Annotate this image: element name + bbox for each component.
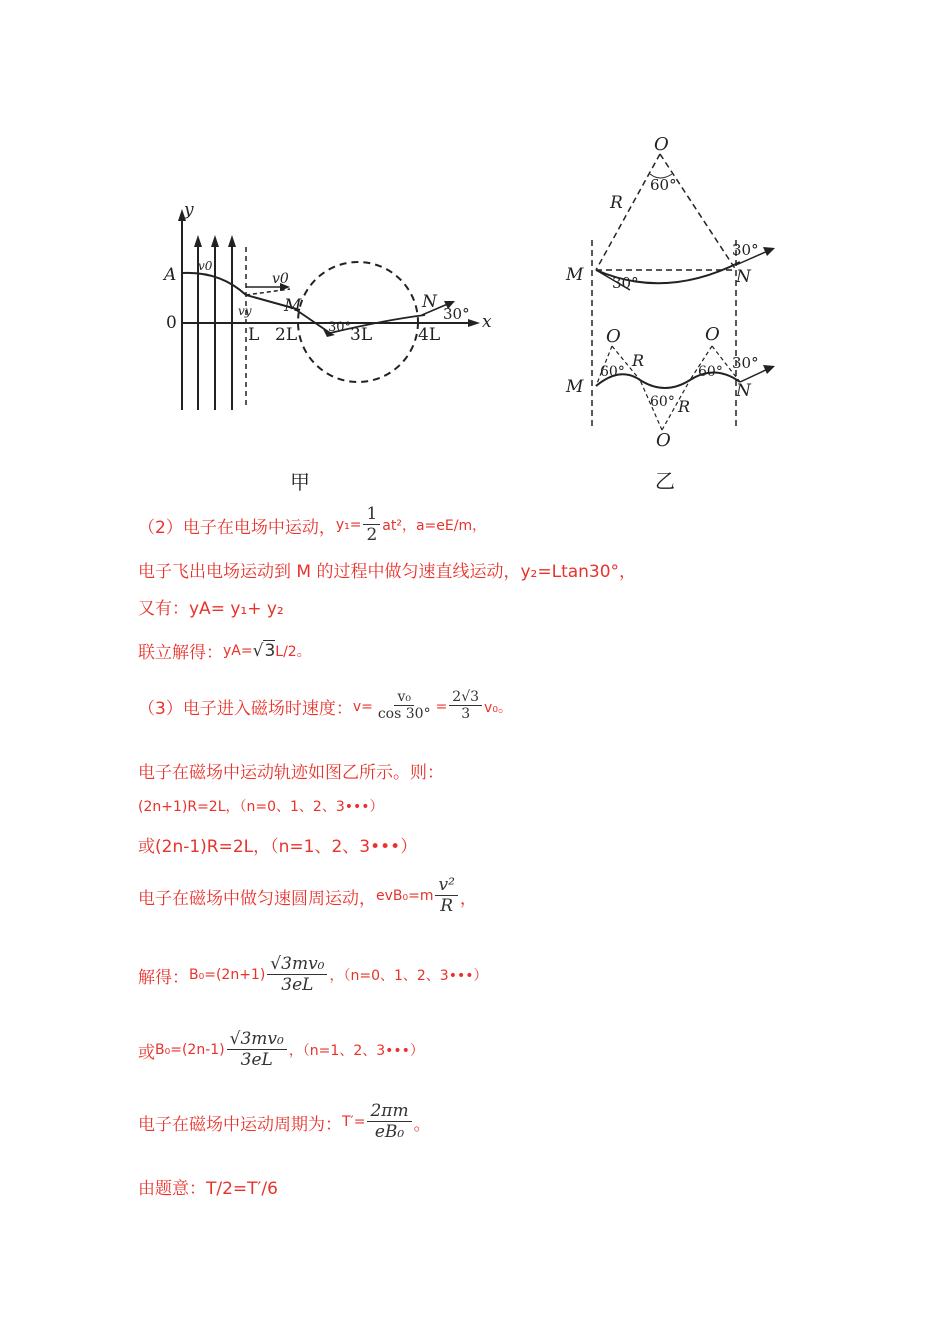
M-label-top: M [566,265,584,285]
line9-eq: evB₀=m [376,888,434,905]
vy-label: vy [238,304,252,318]
L-label: L [248,325,260,345]
line8-text: 或(2n-1)R=2L，（n=1、2、3•••） [138,837,418,857]
vx-label: v0 [198,259,213,273]
R-label-b2: R [678,397,691,416]
line10-prefix: 解得： [138,967,189,988]
solution-line-2 [138,557,636,582]
line12-prefix: 电子在磁场中运动周期为： [138,1114,342,1135]
line9-suffix: ， [459,888,477,909]
O-label-top: O [654,134,669,155]
line5-frac2: $\frac{2√3}{3}$ [449,690,482,723]
angle30-bottom: 30° [732,354,759,372]
angle30-top-left: 30° [612,274,639,292]
solution-line-10 [138,955,488,995]
line9-frac: $\frac{\text{v²}}{R}$ [435,876,457,916]
line5-frac1: $\frac{\text{v₀}}{\cos 30^\circ}$ [377,689,431,723]
line9-prefix: 电子在磁场中做匀速圆周运动， [138,888,376,909]
A-label: A [164,265,177,285]
line5-equals: = [435,698,448,715]
N-label: N [422,292,437,312]
figure-yi-caption: 乙 [655,469,675,493]
line5-prefix: （3）电子进入磁场时速度： [138,699,353,720]
v0-label: v0 [272,271,289,287]
line5-suffix: v₀。 [484,699,512,716]
line1-eq: y₁= [335,517,362,534]
line11-prefix: 或 [138,1042,155,1063]
origin-label: 0 [166,313,177,333]
line12-eq: T′= [342,1114,366,1131]
O-label-b1: O [606,326,621,347]
2L-label: 2L [275,325,298,345]
line5-eq: v= [352,698,373,715]
angle60-b2: 60° [698,364,723,380]
figure-yi [560,130,790,450]
line10-suffix: ，（n=0、1、2、3•••） [329,968,488,985]
R-label-b1: R [632,351,645,370]
line12-frac: $\frac{2\pi m}{\text{eB₀}}$ [367,1102,411,1142]
line11-eq: B₀=(2n-1) [155,1042,225,1059]
line7-text: (2n+1)R=2L，（n=0、1、2、3•••） [138,799,384,815]
line4-suffix: L/2。 [275,643,311,660]
solution-line-12 [138,1102,431,1142]
line11-suffix: ，（n=1、2、3•••） [288,1043,424,1060]
solution-line-1 [138,505,486,545]
O-label-b3: O [656,430,671,450]
angle2-label: 30° [443,305,470,323]
O-label-b2: O [705,324,720,345]
figure-yi-diagram [560,130,790,450]
line1-prefix: （2）电子在电场中运动， [138,517,336,538]
solution-line-5 [138,690,512,723]
solution-line-7 [138,796,384,816]
x-label: x [482,312,492,332]
3L-label: 3L [350,325,373,345]
line1-frac: $\frac{1}{2}$ [363,505,380,545]
line4-eq: yA= [223,642,253,659]
solution-line-3 [138,594,284,619]
N-label-top: N [736,267,751,287]
angle60-top: 60° [650,176,677,194]
N-label-bottom: N [736,381,751,401]
line6-text: 电子在磁场中运动轨迹如图乙所示。则： [138,763,444,783]
figure-jia-diagram [160,195,500,430]
4L-label: 4L [418,325,441,345]
line4-sqrt: 3 [264,641,276,661]
angle30-top-right: 30° [732,241,759,259]
solution-line-4: 联立解得： yA= √ 3 L/2。 [138,638,311,663]
angle60-b3: 60° [650,394,675,410]
figure-jia [160,195,500,430]
line12-suffix: 。 [413,1114,431,1135]
M-label: M [284,296,302,316]
figure-jia-caption: 甲 [290,470,310,494]
line13-text: 由题意：T/2=T′/6 [138,1179,278,1199]
line3-text: 又有：yA= y₁+ y₂ [138,599,284,619]
y-label: y [184,200,194,220]
line11-frac: $\frac{\text{√3mv₀}}{3eL}$ [227,1030,287,1070]
angle1-label: 30° [328,320,352,335]
line1-suffix: at²，a=eE/m， [382,518,487,535]
solution-line-13 [138,1174,278,1199]
line4-prefix: 联立解得： [138,643,223,663]
line10-eq: B₀=(2n+1) [189,967,266,984]
line10-frac: $\frac{\text{√3mv₀}}{3eL}$ [267,955,327,995]
solution-line-11 [138,1030,424,1070]
solution-line-8 [138,832,417,857]
line2-text: 电子飞出电场运动到 M 的过程中做匀速直线运动，y₂=Ltan30°， [138,562,637,582]
M-label-bottom: M [566,377,584,397]
solution-line-9 [138,876,477,916]
solution-line-6 [138,758,444,783]
angle60-b1: 60° [600,364,625,380]
R-label-top: R [610,193,623,213]
